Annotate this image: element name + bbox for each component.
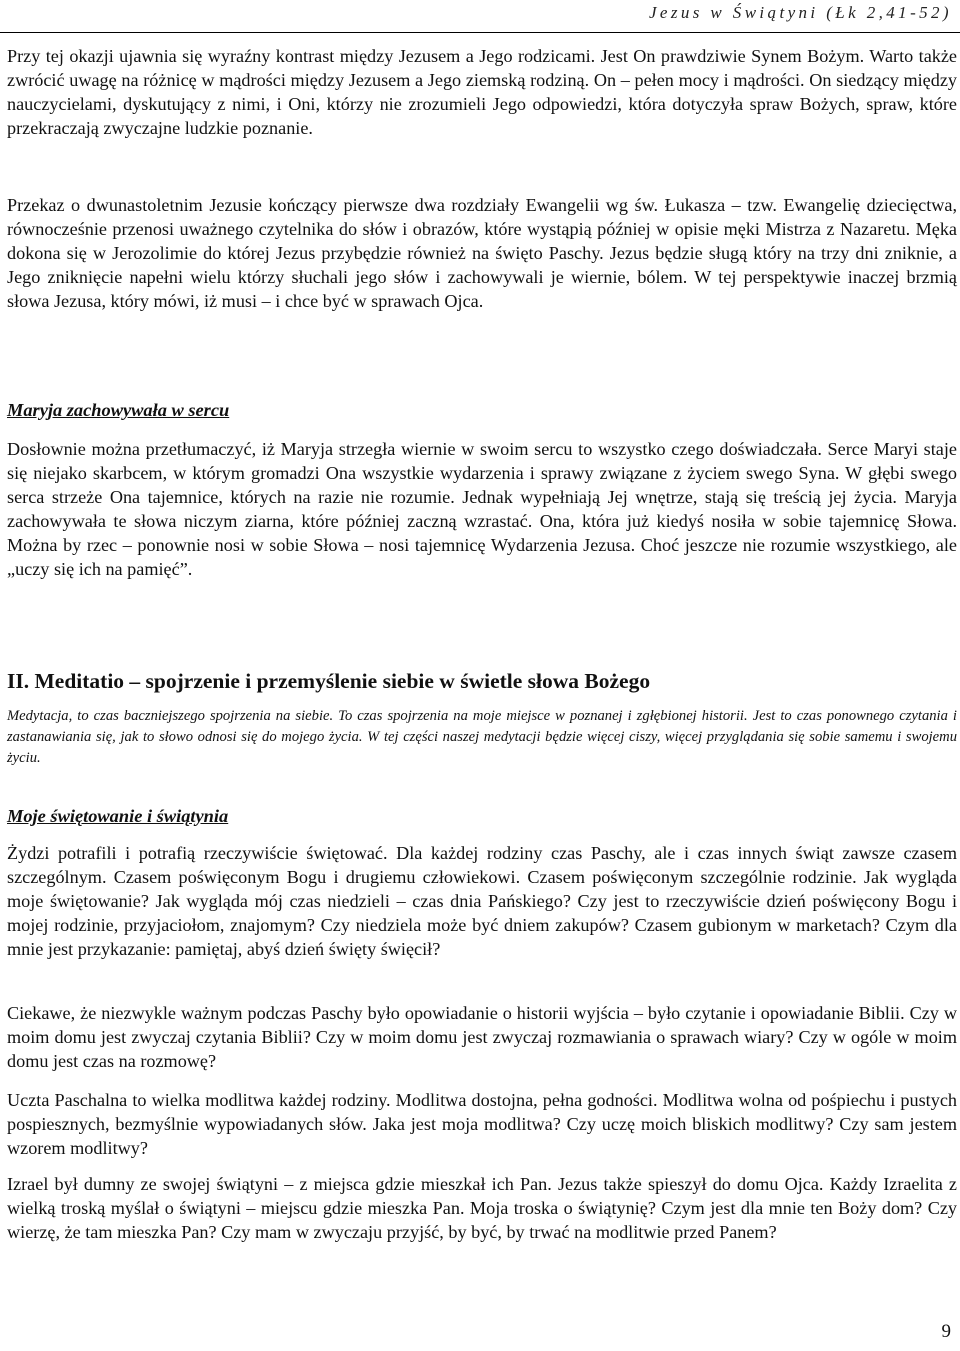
- section-heading-celebration: Moje świętowanie i świątynia: [7, 806, 229, 826]
- paragraph-celebration: Żydzi potrafili i potrafią rzeczywiście świętować. Dla każdej rodziny czas Paschy, ale i czas innych świąt zawsze czasem szczególnym. Czasem poświęconym Bogu i drugiemu człowiekowi. Czasem poświęconym szczególnie rodzinie. Jak wygląda moje świętowanie? Jak wygląda mój czas niedzieli – czas dnia Pańskiego? Czy jest to rzeczywiście dzień poświęcony Bogu i mojej rodzinie, przyjaciołom, znajomym? Czy niedziela może być dniem zakupów? Czasem gubionym w marketach? Czym dla mnie jest przykazanie: pamiętaj, abyś dzień święty święcił?: [7, 843, 957, 959]
- paragraph-contrast: Przy tej okazji ujawnia się wyraźny kontrast między Jezusem a Jego rodzicami. Jest On prawdziwie Synem Bożym. Warto także zwrócić uwagę na różnicę w mądrości między Jezusem a Jego ziemską rodziną. On – pełen mocy i mądrości. On siedzący między nauczycielami, dyskutujący z nimi, i Oni, którzy nie zrozumieli Jego odpowiedzi, która dotyczyła spraw Bożych, spraw, które przekraczają zwyczajne ludzkie poznanie.: [7, 46, 957, 138]
- paragraph-prayer: Uczta Paschalna to wielka modlitwa każdej rodziny. Modlitwa dostojna, pełna godności. Modlitwa wolna od pośpiechu i pustych pospiesznych, bezmyślnie wypowiadanych słów. Jaka jest moja modlitwa? Czy uczę moich bliskich modlitwy? Czy sam jestem wzorem modlitwy?: [7, 1090, 957, 1158]
- page-number: 9: [941, 1321, 951, 1342]
- paragraph-bible-reading: Ciekawe, że niezwykle ważnym podczas Paschy było opowiadanie o historii wyjścia – było czytanie i opowiadanie Biblii. Czy w moim domu jest zwyczaj czytania Biblii? Czy w moim domu jest zwyczaj rozmawiania o sprawach wiary? Czy w ogóle w moim domu jest czas na rozmowę?: [7, 1003, 957, 1071]
- paragraph-twelve-year-old: Przekaz o dwunastoletnim Jezusie kończący pierwsze dwa rozdziały Ewangelii wg św. Łukasza – tzw. Ewangelię dziecięctwa, równocześnie przenosi uważnego czytelnika do słów i obrazów, które wystąpią później w opisie męki Mistrza z Nazaretu. Męka dokona się w Jerozolimie do której Jezus przybędzie również na święto Paschy. Jezus będzie sługą który na trzy dni zniknie, a Jego zniknięcie napełni wielu którzy słuchali jego słów i zachowywali je wiernie, bólem. W tej perspektywie inaczej brzmią słowa Jezusa, który mówi, iż musi – i chce być w sprawach Ojca.: [7, 195, 957, 311]
- paragraph-meditatio-intro: Medytacja, to czas baczniejszego spojrzenia na siebie. To czas spojrzenia na moje miejsce w poznanej i zgłębionej historii. Jest to czas ponownego czytania i zastanawiania się, jak to słowo odnosi się do mojego życia. W tej części naszej medytacji będzie więcej ciszy, więcej przyglądania się sobie samemu i swojemu życiu.: [7, 708, 957, 766]
- paragraph-mary: Dosłownie można przetłumaczyć, iż Maryja strzegła wiernie w swoim sercu to wszystko czego doświadczała. Serce Maryi staje się niejako skarbcem, w którym gromadzi Ona wszystkie wydarzenia i sprawy związane z życiem swego Syna. W głębi swego serca strzeże Ona tajemnice, których na razie nie rozumie. Jednak wypełniają Jej wnętrze, stają się treścią jej życia. Maryja zachowywała te słowa niczym ziarna, które później zaczną wzrastać. Ona, która już kiedyś nosiła w sobie tajemnicę Słowa. Można by rzec – ponownie nosi w sobie Słowa – nosi tajemnicę Wydarzenia Jezusa. Choć jeszcze nie rozumie wszystkiego, ale „uczy się ich na pamięć”.: [7, 439, 957, 579]
- section-heading-mary: Maryja zachowywała w sercu: [7, 400, 230, 420]
- paragraph-temple: Izrael był dumny ze swojej świątyni – z miejsca gdzie mieszkał ich Pan. Jezus także spieszył do domu Ojca. Każdy Izraelita z wielką troską myślał o świątyni – miejscu gdzie mieszka Pan. Moja troska o świątynię? Czym jest dla mnie ten Boży dom? Czy wierzę, że tam mieszka Pan? Czy mam w zwyczaju przyjść, by być, by trwać na modlitwie przed Panem?: [7, 1174, 957, 1242]
- header-rule: [0, 32, 960, 33]
- section-heading-meditatio: II. Meditatio – spojrzenie i przemyślenie siebie w świetle słowa Bożego: [7, 669, 651, 693]
- running-header: Jezus w Świątyni (Łk 2,41-52): [648, 3, 952, 22]
